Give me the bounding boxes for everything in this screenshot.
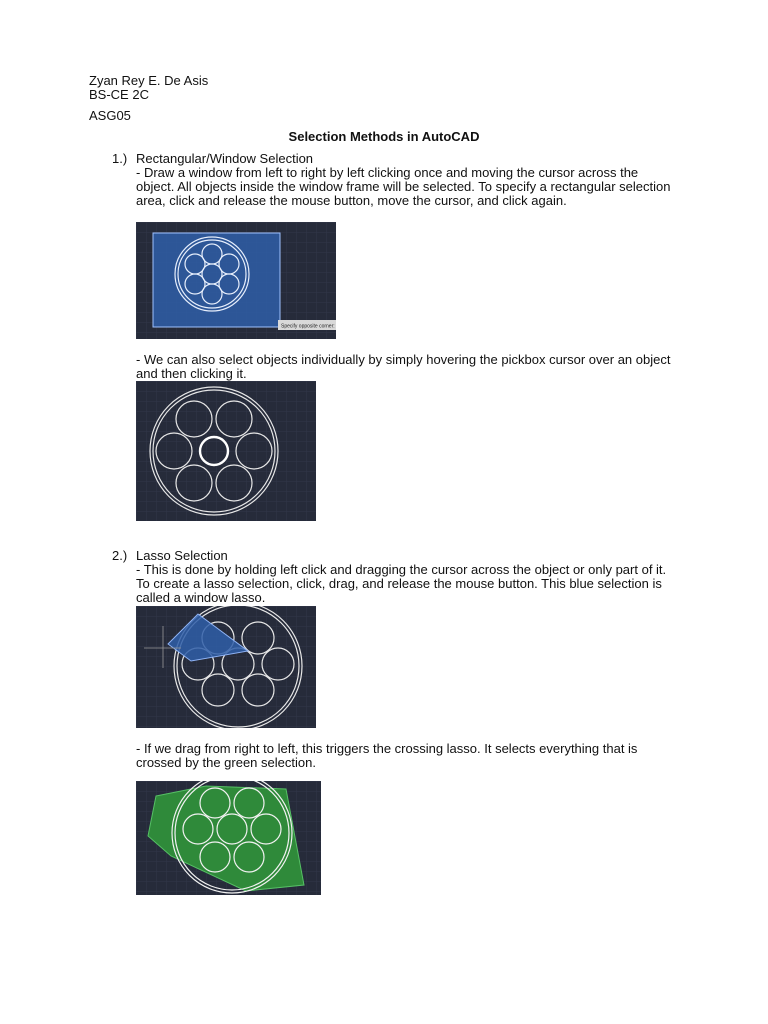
section-2-number: 2.)	[112, 548, 128, 563]
section-2-heading: Lasso Selection	[136, 548, 228, 563]
window-selection-frame	[153, 233, 280, 327]
figure-window-selection	[136, 222, 336, 339]
assignment-code: ASG05	[89, 108, 131, 123]
window-selection-drawing	[136, 222, 336, 339]
section-2-paragraph-1: - This is done by holding left click and dragging the cursor across the object or only part of it. To create a lasso selection, click, drag, and release the mouse button. This blue selection is called a window lasso.	[136, 562, 667, 605]
window-lasso-drawing	[136, 606, 316, 728]
course-section: BS-CE 2C	[89, 87, 149, 102]
pickbox-selection-drawing	[136, 381, 316, 521]
figure-crossing-lasso	[136, 781, 321, 895]
tooltip-text: Specify opposite corner:	[281, 323, 335, 330]
crossing-lasso-drawing	[136, 781, 321, 895]
section-1-paragraph-1: - Draw a window from left to right by left clicking once and moving the cursor across the object. All objects inside the window frame will be selected. To specify a rectangular selection area, click and release the mouse button, move the cursor, and click again.	[136, 165, 671, 208]
section-1-heading: Rectangular/Window Selection	[136, 151, 314, 166]
section-2-paragraph-2: - If we drag from right to left, this triggers the crossing lasso. It selects everything that is crossed by the green selection.	[136, 741, 638, 770]
document-title: Selection Methods in AutoCAD	[288, 129, 480, 144]
figure-window-lasso	[136, 606, 316, 728]
section-1-paragraph-2: - We can also select objects individually by simply hovering the pickbox cursor over an object and then clicking it.	[136, 352, 671, 381]
section-1-number: 1.)	[112, 151, 128, 166]
author-name: Zyan Rey E. De Asis	[89, 73, 209, 88]
figure-pickbox-selection	[136, 381, 316, 521]
